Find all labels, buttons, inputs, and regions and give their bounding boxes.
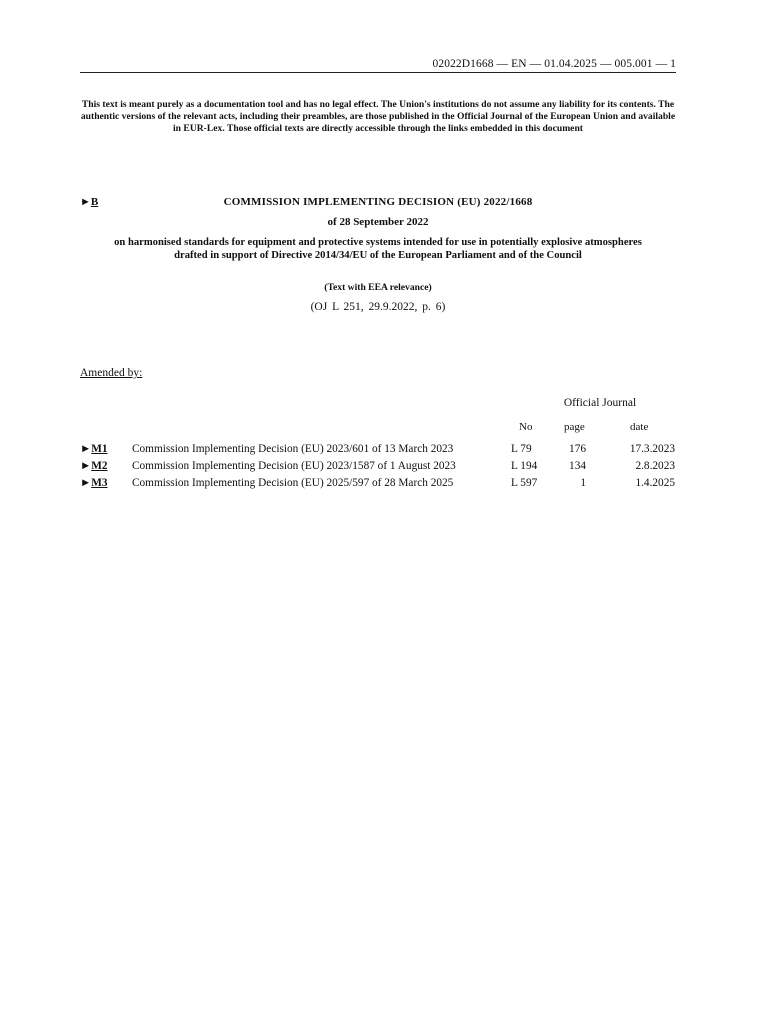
oj-reference: (OJ L 251, 29.9.2022, p. 6) bbox=[310, 301, 446, 313]
amendment-description: Commission Implementing Decision (EU) 2023/601 of 13 March 2023 bbox=[132, 443, 454, 455]
amendment-row bbox=[80, 443, 676, 459]
marker-arrow-icon: ► bbox=[80, 477, 92, 489]
column-header-page: page bbox=[564, 421, 585, 433]
header-reference: 02022D1668 — EN — 01.04.2025 — 005.001 — 1 bbox=[432, 58, 676, 70]
amendment-oj-page: 176 bbox=[569, 443, 586, 455]
amendment-oj-number: L 194 bbox=[511, 460, 538, 472]
amendment-oj-date: 2.8.2023 bbox=[635, 460, 675, 472]
amendment-row bbox=[80, 460, 676, 476]
amendment-oj-date: 1.4.2025 bbox=[635, 477, 675, 489]
amendment-oj-number: L 597 bbox=[511, 477, 538, 489]
amendment-oj-number: L 79 bbox=[511, 443, 532, 455]
amendment-marker-link[interactable]: M1 bbox=[91, 443, 108, 455]
amendment-oj-page: 134 bbox=[569, 460, 586, 472]
marker-arrow-icon: ► bbox=[80, 443, 92, 455]
column-header-no: No bbox=[519, 421, 533, 433]
eea-relevance: (Text with EEA relevance) bbox=[324, 282, 432, 293]
amendment-marker[interactable] bbox=[80, 460, 108, 472]
column-header-date: date bbox=[630, 421, 649, 433]
amendment-marker[interactable] bbox=[80, 477, 108, 489]
amendment-oj-page: 1 bbox=[580, 477, 586, 489]
disclaimer-text: This text is meant purely as a documentation tool and has no legal effect. The Union's institutions do not assume any liability for its contents. The authentic versions of the relevant acts, including their preambles, are those published in the Official Journal of the European Union and available in EUR-Lex. Those official texts are directly accessible through the links embedded in this document bbox=[80, 99, 676, 135]
marker-arrow-icon: ► bbox=[80, 196, 91, 208]
amendment-marker-link[interactable]: M2 bbox=[91, 460, 108, 472]
amendment-marker[interactable] bbox=[80, 443, 108, 455]
amendment-description: Commission Implementing Decision (EU) 2025/597 of 28 March 2025 bbox=[132, 477, 454, 489]
amendment-oj-date: 17.3.2023 bbox=[629, 443, 675, 455]
document-title: COMMISSION IMPLEMENTING DECISION (EU) 2022/1668 bbox=[223, 196, 533, 208]
amended-by-heading: Amended by: bbox=[80, 367, 143, 379]
amendment-marker-link[interactable]: M3 bbox=[91, 477, 108, 489]
base-act-marker-link[interactable]: B bbox=[90, 196, 99, 208]
document-subject: on harmonised standards for equipment and protective systems intended for use in potentially explosive atmospheres drafted in support of Directive 2014/34/EU of the European Parliament and of the Council bbox=[114, 237, 642, 261]
marker-arrow-icon: ► bbox=[80, 460, 92, 472]
document-date: of 28 September 2022 bbox=[327, 216, 429, 228]
official-journal-heading: Official Journal bbox=[563, 397, 637, 409]
amendment-row bbox=[80, 477, 676, 493]
header-rule bbox=[80, 72, 676, 73]
amendment-description: Commission Implementing Decision (EU) 2023/1587 of 1 August 2023 bbox=[132, 460, 456, 472]
